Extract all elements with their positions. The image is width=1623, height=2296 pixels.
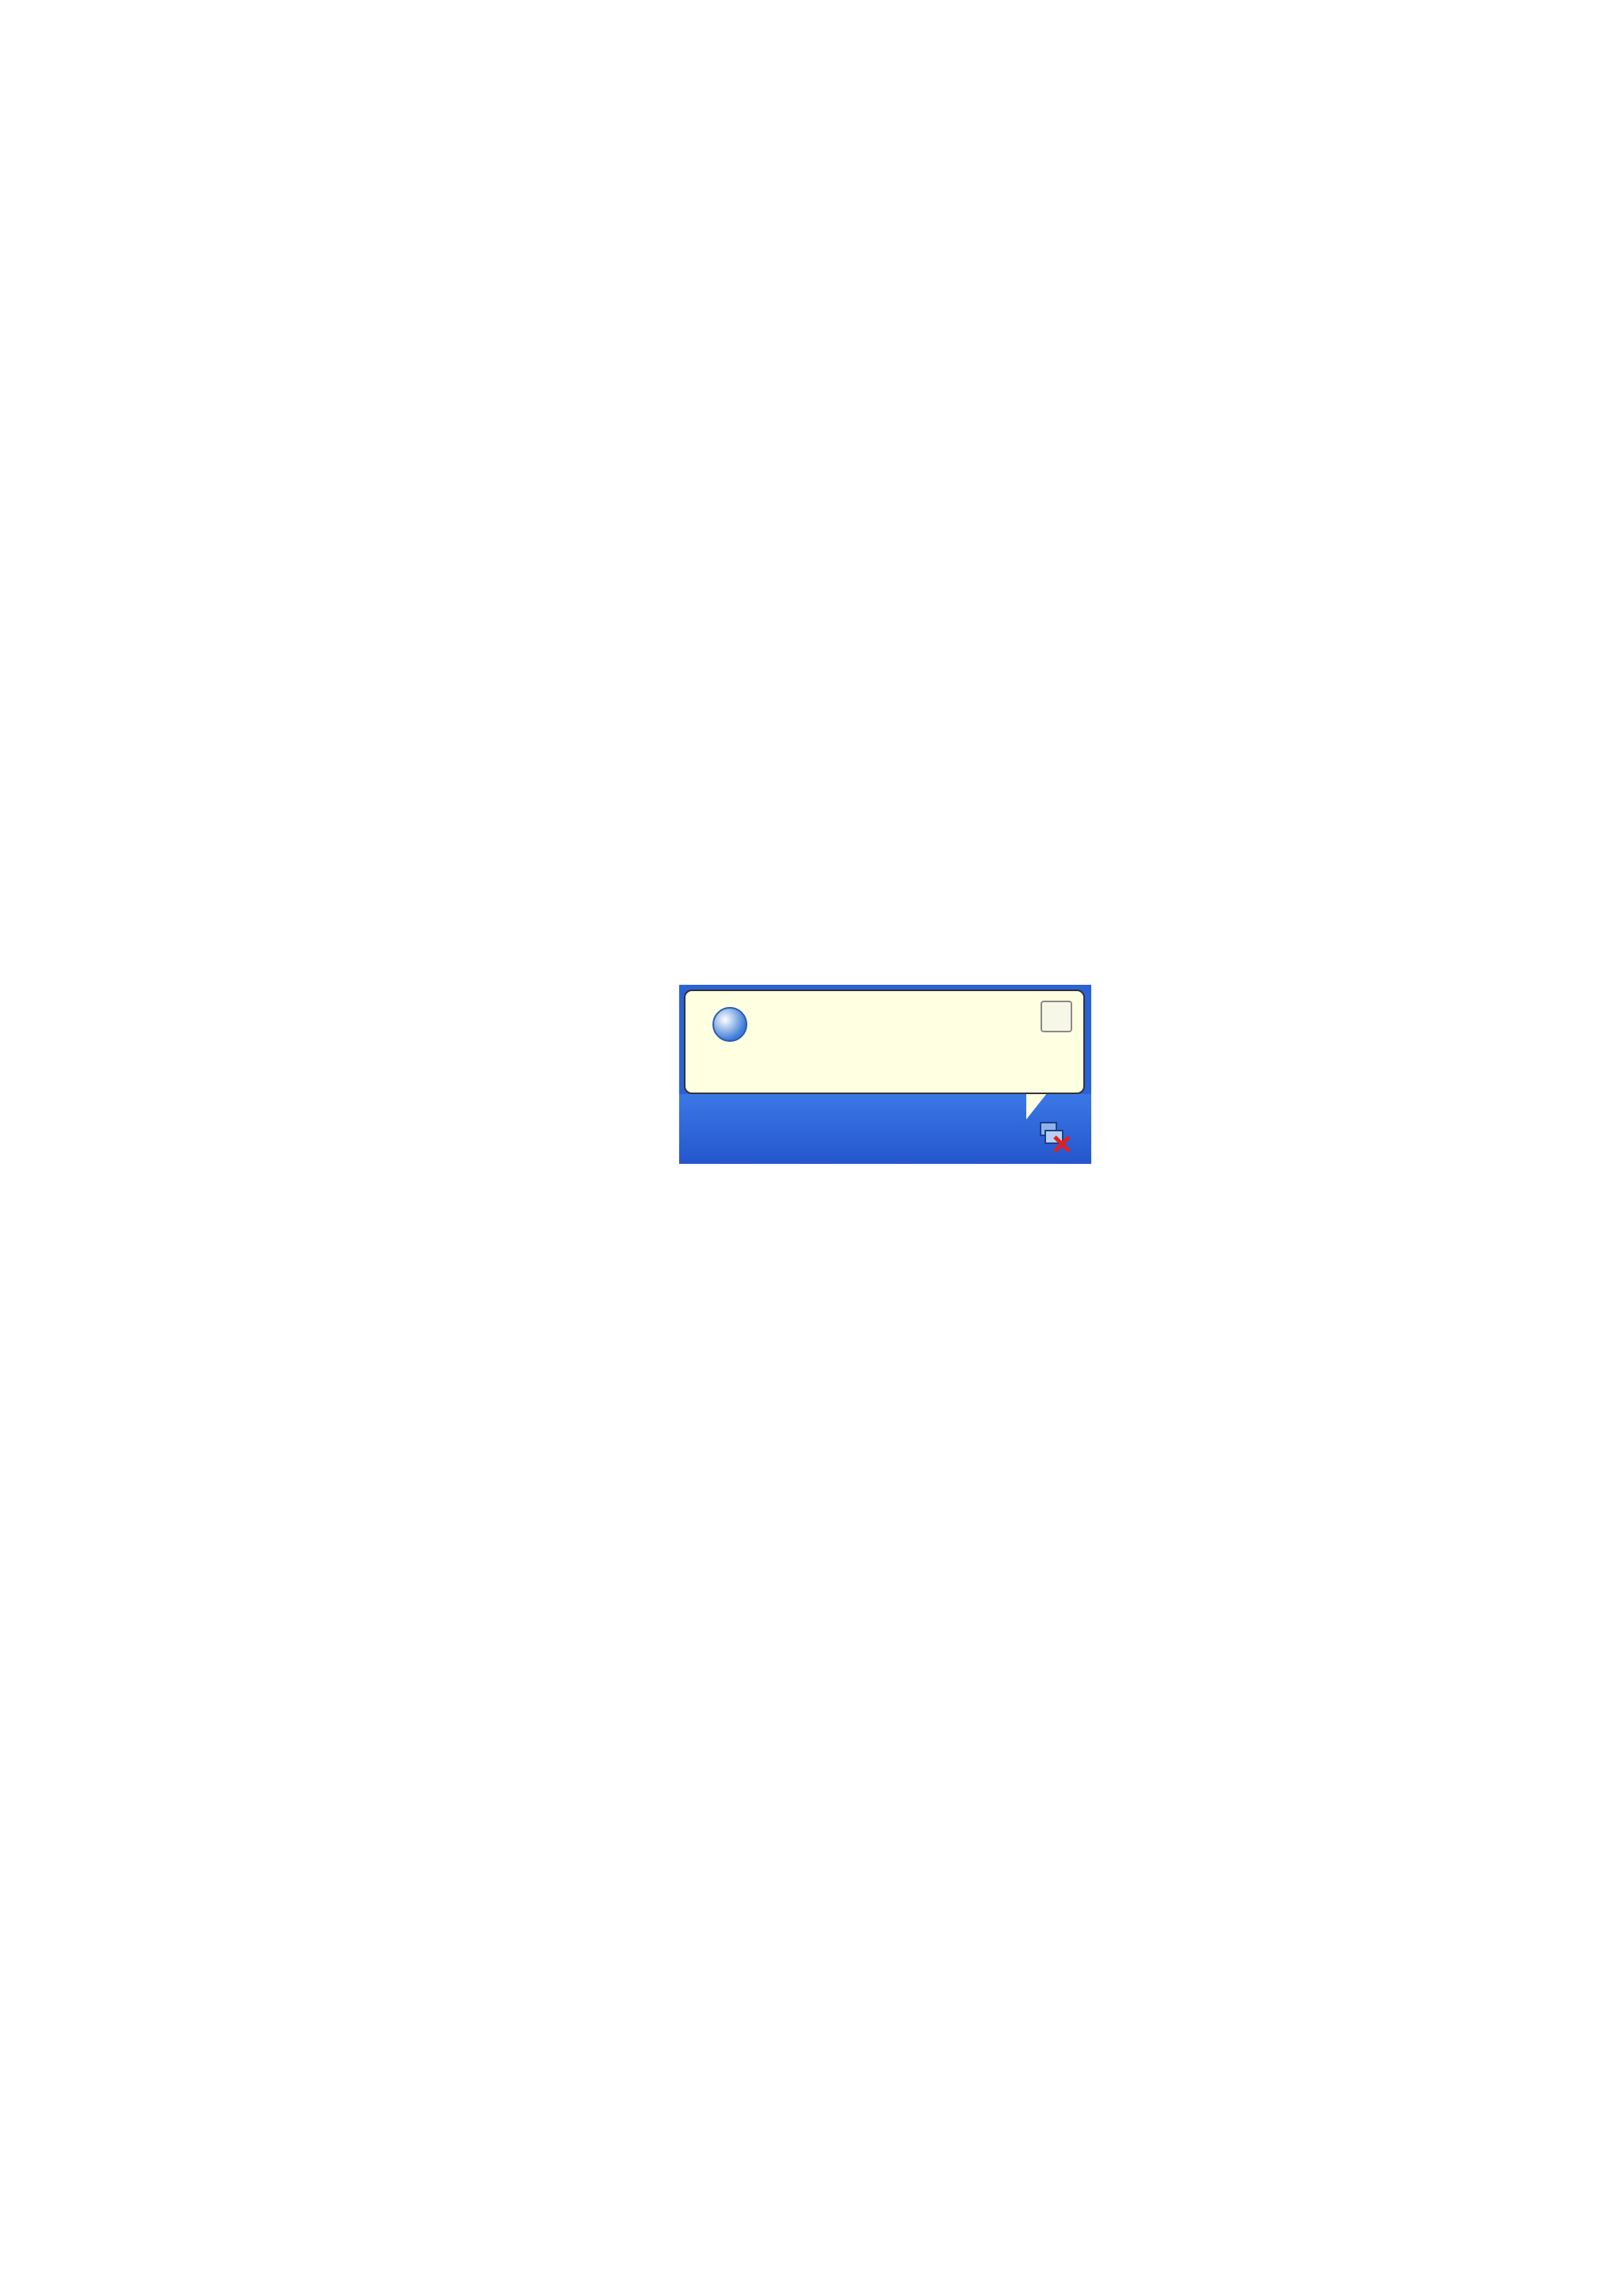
network-unplugged-screenshot bbox=[679, 985, 1091, 1164]
network-disconnected-icon[interactable] bbox=[1037, 1118, 1072, 1153]
notification-balloon bbox=[684, 990, 1085, 1094]
info-icon bbox=[712, 1007, 747, 1042]
close-icon[interactable] bbox=[1041, 1001, 1072, 1032]
